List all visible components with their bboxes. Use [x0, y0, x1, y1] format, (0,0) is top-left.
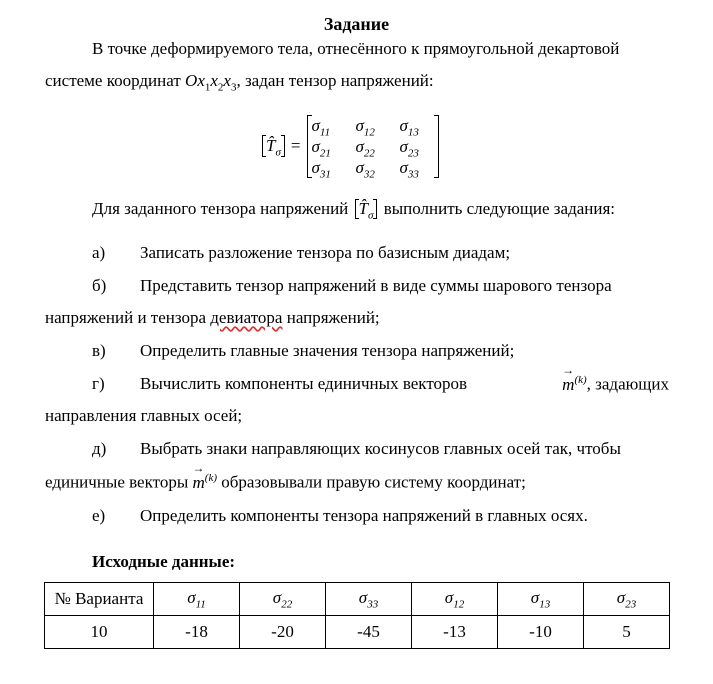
- cell-sigma23: 5: [584, 616, 670, 649]
- task-g-line-2: направления главных осей;: [45, 406, 243, 425]
- task-a-text: Записать разложение тензора по базисным диадам;: [140, 243, 511, 262]
- tensor-symbol: [262, 135, 285, 157]
- matrix-cell: $\sigma_{12}$: [355, 115, 375, 138]
- task-g-line-1-pre: Вычислить компоненты единичных векторов: [140, 374, 468, 393]
- equals-sign: =: [290, 136, 301, 155]
- tensor-T-hat: T̂: [266, 136, 276, 155]
- task-e-text: Определить компоненты тензора напряжений в главных осях.: [140, 506, 588, 525]
- cell-sigma12: -13: [412, 616, 498, 649]
- variant-data-table: [44, 582, 670, 649]
- cell-sigma13: -10: [498, 616, 584, 649]
- matrix-cell: $\sigma_{13}$: [399, 115, 419, 138]
- data-header: Исходные данные:: [92, 552, 236, 571]
- tensor-symbol-inline: [355, 199, 378, 222]
- task-b-line-2: [45, 308, 380, 328]
- intro-line-2-pre: системе координат: [45, 71, 186, 90]
- intro-line-2: [45, 71, 434, 93]
- task-d-line-2-post: образовывали правую систему координат;: [217, 472, 526, 492]
- coord-sub-1: 1: [204, 81, 211, 94]
- task-a-label: а): [92, 243, 106, 262]
- table-row: [45, 616, 670, 649]
- table-header-row: [45, 583, 670, 616]
- task-g-line-1: [140, 374, 669, 395]
- coord-sub-3: 3: [230, 81, 237, 94]
- header-sigma23: $\sigma_{23}$: [584, 583, 670, 616]
- coord-x1: x: [197, 71, 205, 90]
- task-v-label: в): [92, 341, 106, 360]
- vector-m-sup: (k): [204, 472, 218, 484]
- cell-sigma11: -18: [154, 616, 240, 649]
- page-title: Задание: [323, 14, 390, 34]
- tensor-T-hat-inline: T̂: [358, 199, 368, 218]
- tasks-intro-post: выполнить следующие задания:: [379, 199, 615, 218]
- header-sigma33: $\sigma_{33}$: [326, 583, 412, 616]
- matrix-cell: $\sigma_{22}$: [355, 136, 375, 159]
- vector-m: → m: [562, 375, 574, 395]
- header-sigma22: $\sigma_{22}$: [240, 583, 326, 616]
- cell-sigma33: -45: [326, 616, 412, 649]
- cell-sigma22: -20: [240, 616, 326, 649]
- header-sigma11: $\sigma_{11}$: [154, 583, 240, 616]
- coord-O: O: [185, 71, 198, 90]
- matrix-cell: $\sigma_{33}$: [399, 157, 419, 180]
- header-sigma12: $\sigma_{12}$: [412, 583, 498, 616]
- task-d-line-1: Выбрать знаки направляющих косинусов главных осей так, чтобы: [140, 439, 621, 458]
- matrix-bracket: [307, 115, 439, 178]
- header-sigma13: $\sigma_{13}$: [498, 583, 584, 616]
- matrix-cell: $\sigma_{11}$: [311, 115, 331, 138]
- matrix-cell: $\sigma_{21}$: [311, 136, 331, 159]
- task-d-line-2: [45, 472, 526, 493]
- stress-matrix: [312, 115, 434, 178]
- spellcheck-word[interactable]: девиатора: [210, 308, 283, 327]
- task-v-text: Определить главные значения тензора напряжений;: [140, 341, 515, 360]
- vector-m-k: [562, 374, 669, 395]
- task-b-line-2-pre: напряжений и тензора: [45, 308, 211, 327]
- matrix-cell: $\sigma_{32}$: [355, 157, 375, 180]
- matrix-cell: $\sigma_{31}$: [311, 157, 331, 180]
- tasks-intro-pre: Для заданного тензора напряжений: [92, 199, 353, 218]
- tensor-sigma-sub: σ: [275, 146, 281, 159]
- task-d-line-2-pre: единичные векторы: [45, 472, 193, 492]
- tensor-sigma-sub-inline: σ: [368, 209, 374, 222]
- coord-sub-2: 2: [217, 81, 224, 94]
- vector-m: → m: [193, 473, 205, 493]
- task-b-label: б): [92, 276, 107, 295]
- cell-variant: 10: [45, 616, 154, 649]
- coord-x3: x: [223, 71, 231, 90]
- intro-line-1: В точке деформируемого тела, отнесённого к прямоугольной декартовой: [92, 39, 620, 58]
- header-variant: № Варианта: [45, 583, 154, 616]
- task-g-line-1-post: , задающих: [586, 374, 669, 394]
- task-e-label: е): [92, 506, 106, 525]
- task-b-line-2-post: напряжений;: [282, 308, 380, 327]
- matrix-cell: $\sigma_{23}$: [399, 136, 419, 159]
- tasks-intro: [92, 199, 615, 222]
- coord-x2: x: [210, 71, 218, 90]
- task-d-label: д): [92, 439, 107, 458]
- task-g-label: г): [92, 374, 105, 393]
- stress-tensor-equation: [262, 115, 439, 180]
- vector-m-sup: (k): [574, 374, 587, 386]
- intro-line-2-post: , задан тензор напряжений:: [236, 71, 434, 90]
- task-b-line-1: Представить тензор напряжений в виде суммы шарового тензора: [140, 276, 612, 295]
